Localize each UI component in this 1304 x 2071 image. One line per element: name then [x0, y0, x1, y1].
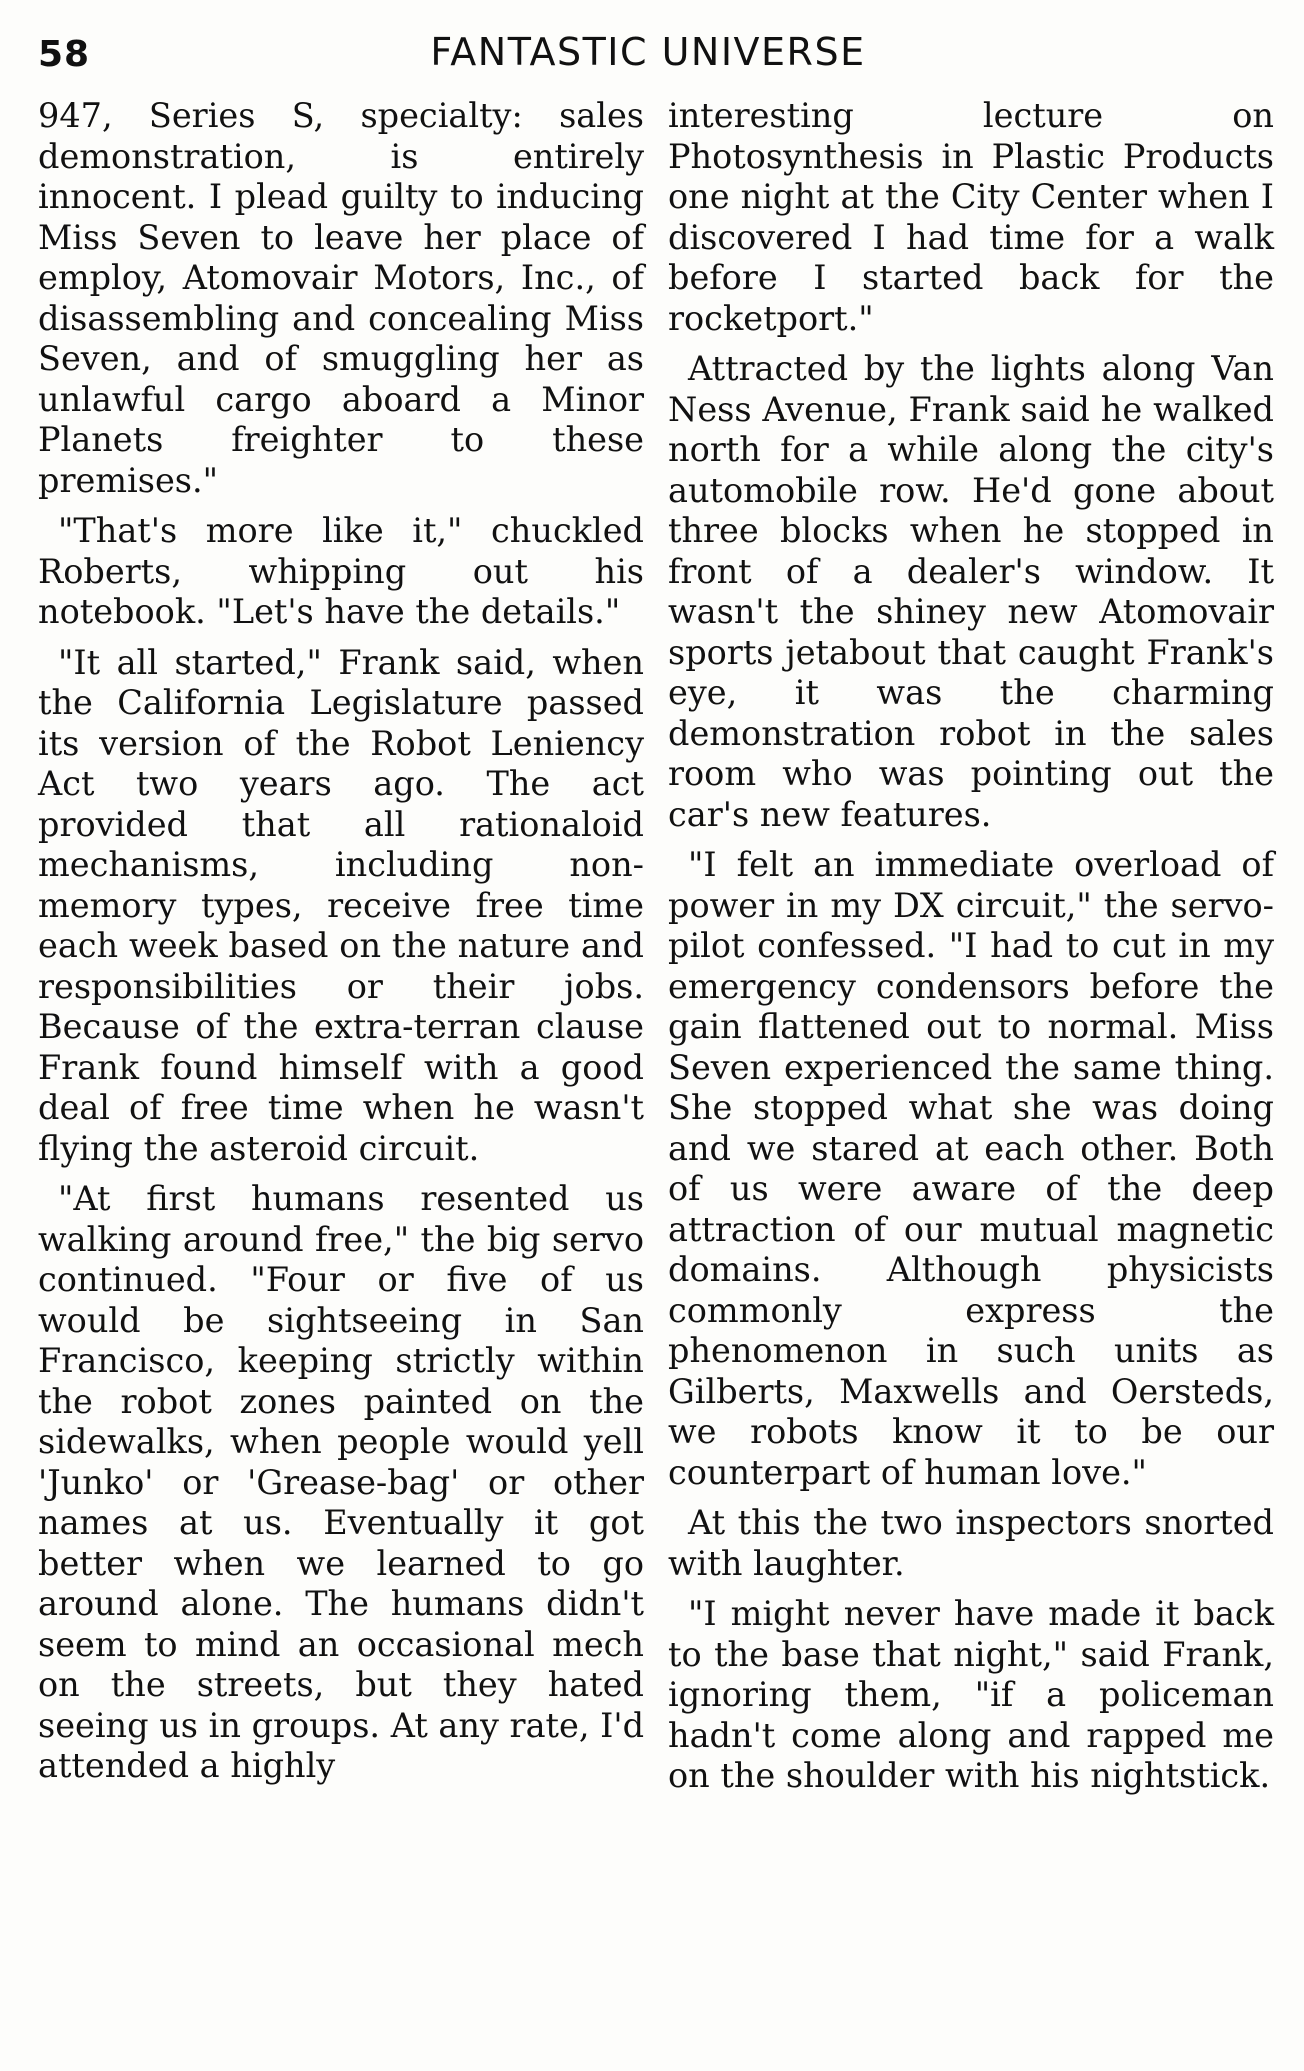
left-column: [38, 96, 644, 1797]
running-head: FANTASTIC UNIVERSE: [430, 30, 866, 74]
paragraph: "I might never have made it back to the base that night," said Frank, ignoring them, "if a policeman hadn't come along and rapped me on the shoulder with his nightstick.: [668, 1594, 1274, 1795]
paragraph: At this the two inspectors snorted with laughter.: [668, 1503, 1274, 1583]
paragraph: "It all started," Frank said, when the California Legislature passed its version of the Robot Leniency Act two years ago. The act provided that all rationaloid mechanisms, including non-memory types, receive free time each week based on the nature and responsibilities or their jobs. Because of the extra-terran clause Frank found himself with a good deal of free time when he wasn't flying the asteroid circuit.: [38, 642, 644, 1168]
paragraph: 947, Series S, specialty: sales demonstration, is entirely innocent. I plead guilty to inducing Miss Seven to leave her place of employ, Atomovair Motors, Inc., of disassembling and concealing Miss Seven, and of smuggling her as unlawful cargo aboard a Minor Planets freighter to these premises.": [38, 96, 644, 500]
paragraph: interesting lecture on Photosynthesis in Plastic Products one night at the City Center when I discovered I had time for a walk before I started back for the rocketport.": [668, 96, 1274, 338]
paragraph: Attracted by the lights along Van Ness Avenue, Frank said he walked north for a while along the city's automobile row. He'd gone about three blocks when he stopped in front of a dealer's window. It wasn't the shiney new Atomovair sports jetabout that caught Frank's eye, it was the charming demonstration robot in the sales room who was pointing out the car's new features.: [668, 349, 1274, 834]
paragraph: "That's more like it," chuckled Roberts, whipping out his notebook. "Let's have the details.": [38, 511, 644, 631]
page-number: 58: [38, 34, 91, 75]
paragraph: "I felt an immediate overload of power in my DX circuit," the servo-pilot confessed. "I had to cut in my emergency condensors before the gain flattened out to normal. Miss Seven experienced the same thing. She stopped what she was doing and we stared at each other. Both of us were aware of the deep attraction of our mutual magnetic domains. Although physicists commonly express the phenomenon in such units as Gilberts, Maxwells and Oersteds, we robots know it to be our counterpart of human love.": [668, 845, 1274, 1492]
right-column: [668, 96, 1274, 1807]
paragraph: "At first humans resented us walking around free," the big servo continued. "Four or five of us would be sightseeing in San Francisco, keeping strictly within the robot zones painted on the sidewalks, when people would yell 'Junko' or 'Grease-bag' or other names at us. Eventually it got better when we learned to go around alone. The humans didn't seem to mind an occasional mech on the streets, but they hated seeing us in groups. At any rate, I'd attended a highly: [38, 1179, 645, 1785]
page-header: [38, 30, 1258, 82]
